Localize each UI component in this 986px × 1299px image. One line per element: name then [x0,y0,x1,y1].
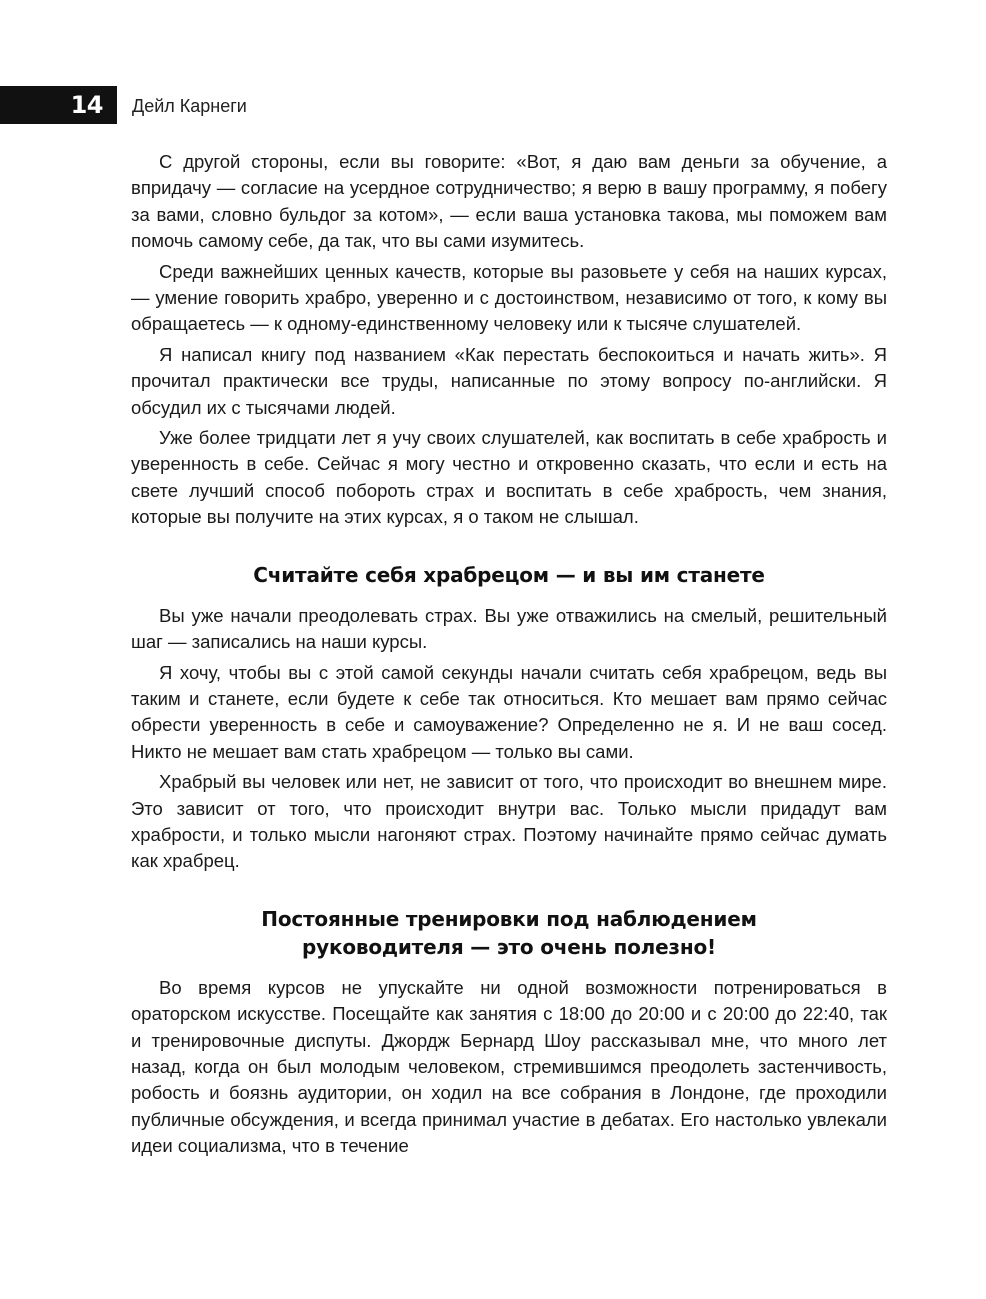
body-paragraph: Я хочу, чтобы вы с этой самой секунды начали считать себя храбрецом, ведь вы таким и станете, если будете к себе так относиться. Кто мешает вам прямо сейчас обрести уверенность в себе и самоуважение? Определенно не я. И не ваш сосед. Никто не мешает вам стать храбрецом — только вы сами. [131,661,887,762]
page-number: 14 [0,86,117,124]
body-paragraph: С другой стороны, если вы говорите: «Вот, я даю вам деньги за обучение, а впридачу — согласие на усердное сотрудничество; я верю в вашу программу, я побегу за вами, словно бульдог за котом», — если ваша установка такова, мы поможем вам помочь самому себе, да так, что вы сами изумитесь. [131,151,887,252]
running-header-title: Дейл Карнеги [132,96,247,116]
body-paragraph: Я написал книгу под названием «Как перестать беспокоиться и начать жить». Я прочитал практически все труды, написанные по этому вопросу по-английски. Я обсудил их с тысячами людей. [131,343,887,418]
body-paragraph: Храбрый вы человек или нет, не зависит от того, что происходит во внешнем мире. Это зависит от того, что происходит внутри вас. Только мысли придадут вам храбрости, и только мысли нагоняют страх. Поэтому начинайте прямо сейчас думать как храбрец. [131,771,887,872]
section-heading [131,905,887,961]
body-paragraph: Вы уже начали преодолевать страх. Вы уже отважились на смелый, решительный шаг — записались на наши курсы. [131,604,887,653]
body-paragraph: Уже более тридцати лет я учу своих слушателей, как воспитать в себе храбрость и уверенность в себе. Сейчас я могу честно и откровенно сказать, что если и есть на свете лучший способ побороть страх и воспитать в себе храбрость, чем знания, которые вы получите на этих курсах, я о таком не слышал. [131,427,887,528]
body-paragraph: Во время курсов не упускайте ни одной возможности потренироваться в ораторском искусстве. Посещайте как занятия с 18:00 до 20:00 и с 20:00 до 22:40, так и тренировочные диспуты. Джордж Бернард Шоу рассказывал мне, что много лет назад, когда он был молодым человеком, стремившимся преодолеть застенчивость, робость и боязнь аудитории, он ходил на все собрания в Лондоне, где проходили публичные обсуждения, и всегда принимал участие в дебатах. Его настолько увлекали идеи социализма, что в течение [131,976,887,1157]
section-heading [131,561,887,589]
section-heading-line: Постоянные тренировки под наблюдением [261,906,757,931]
section-heading-line: руководителя — это очень полезно! [302,934,716,959]
page-body [131,149,887,1164]
body-paragraph: Среди важнейших ценных качеств, которые вы разовьете у себя на наших курсах, — умение говорить храбро, уверенно и с достоинством, независимо от того, к кому вы обращаетесь — к одному-единственному человеку или к тысяче слушателей. [131,260,887,335]
section-heading-text: Считайте себя храбрецом — и вы им станете [253,562,765,587]
